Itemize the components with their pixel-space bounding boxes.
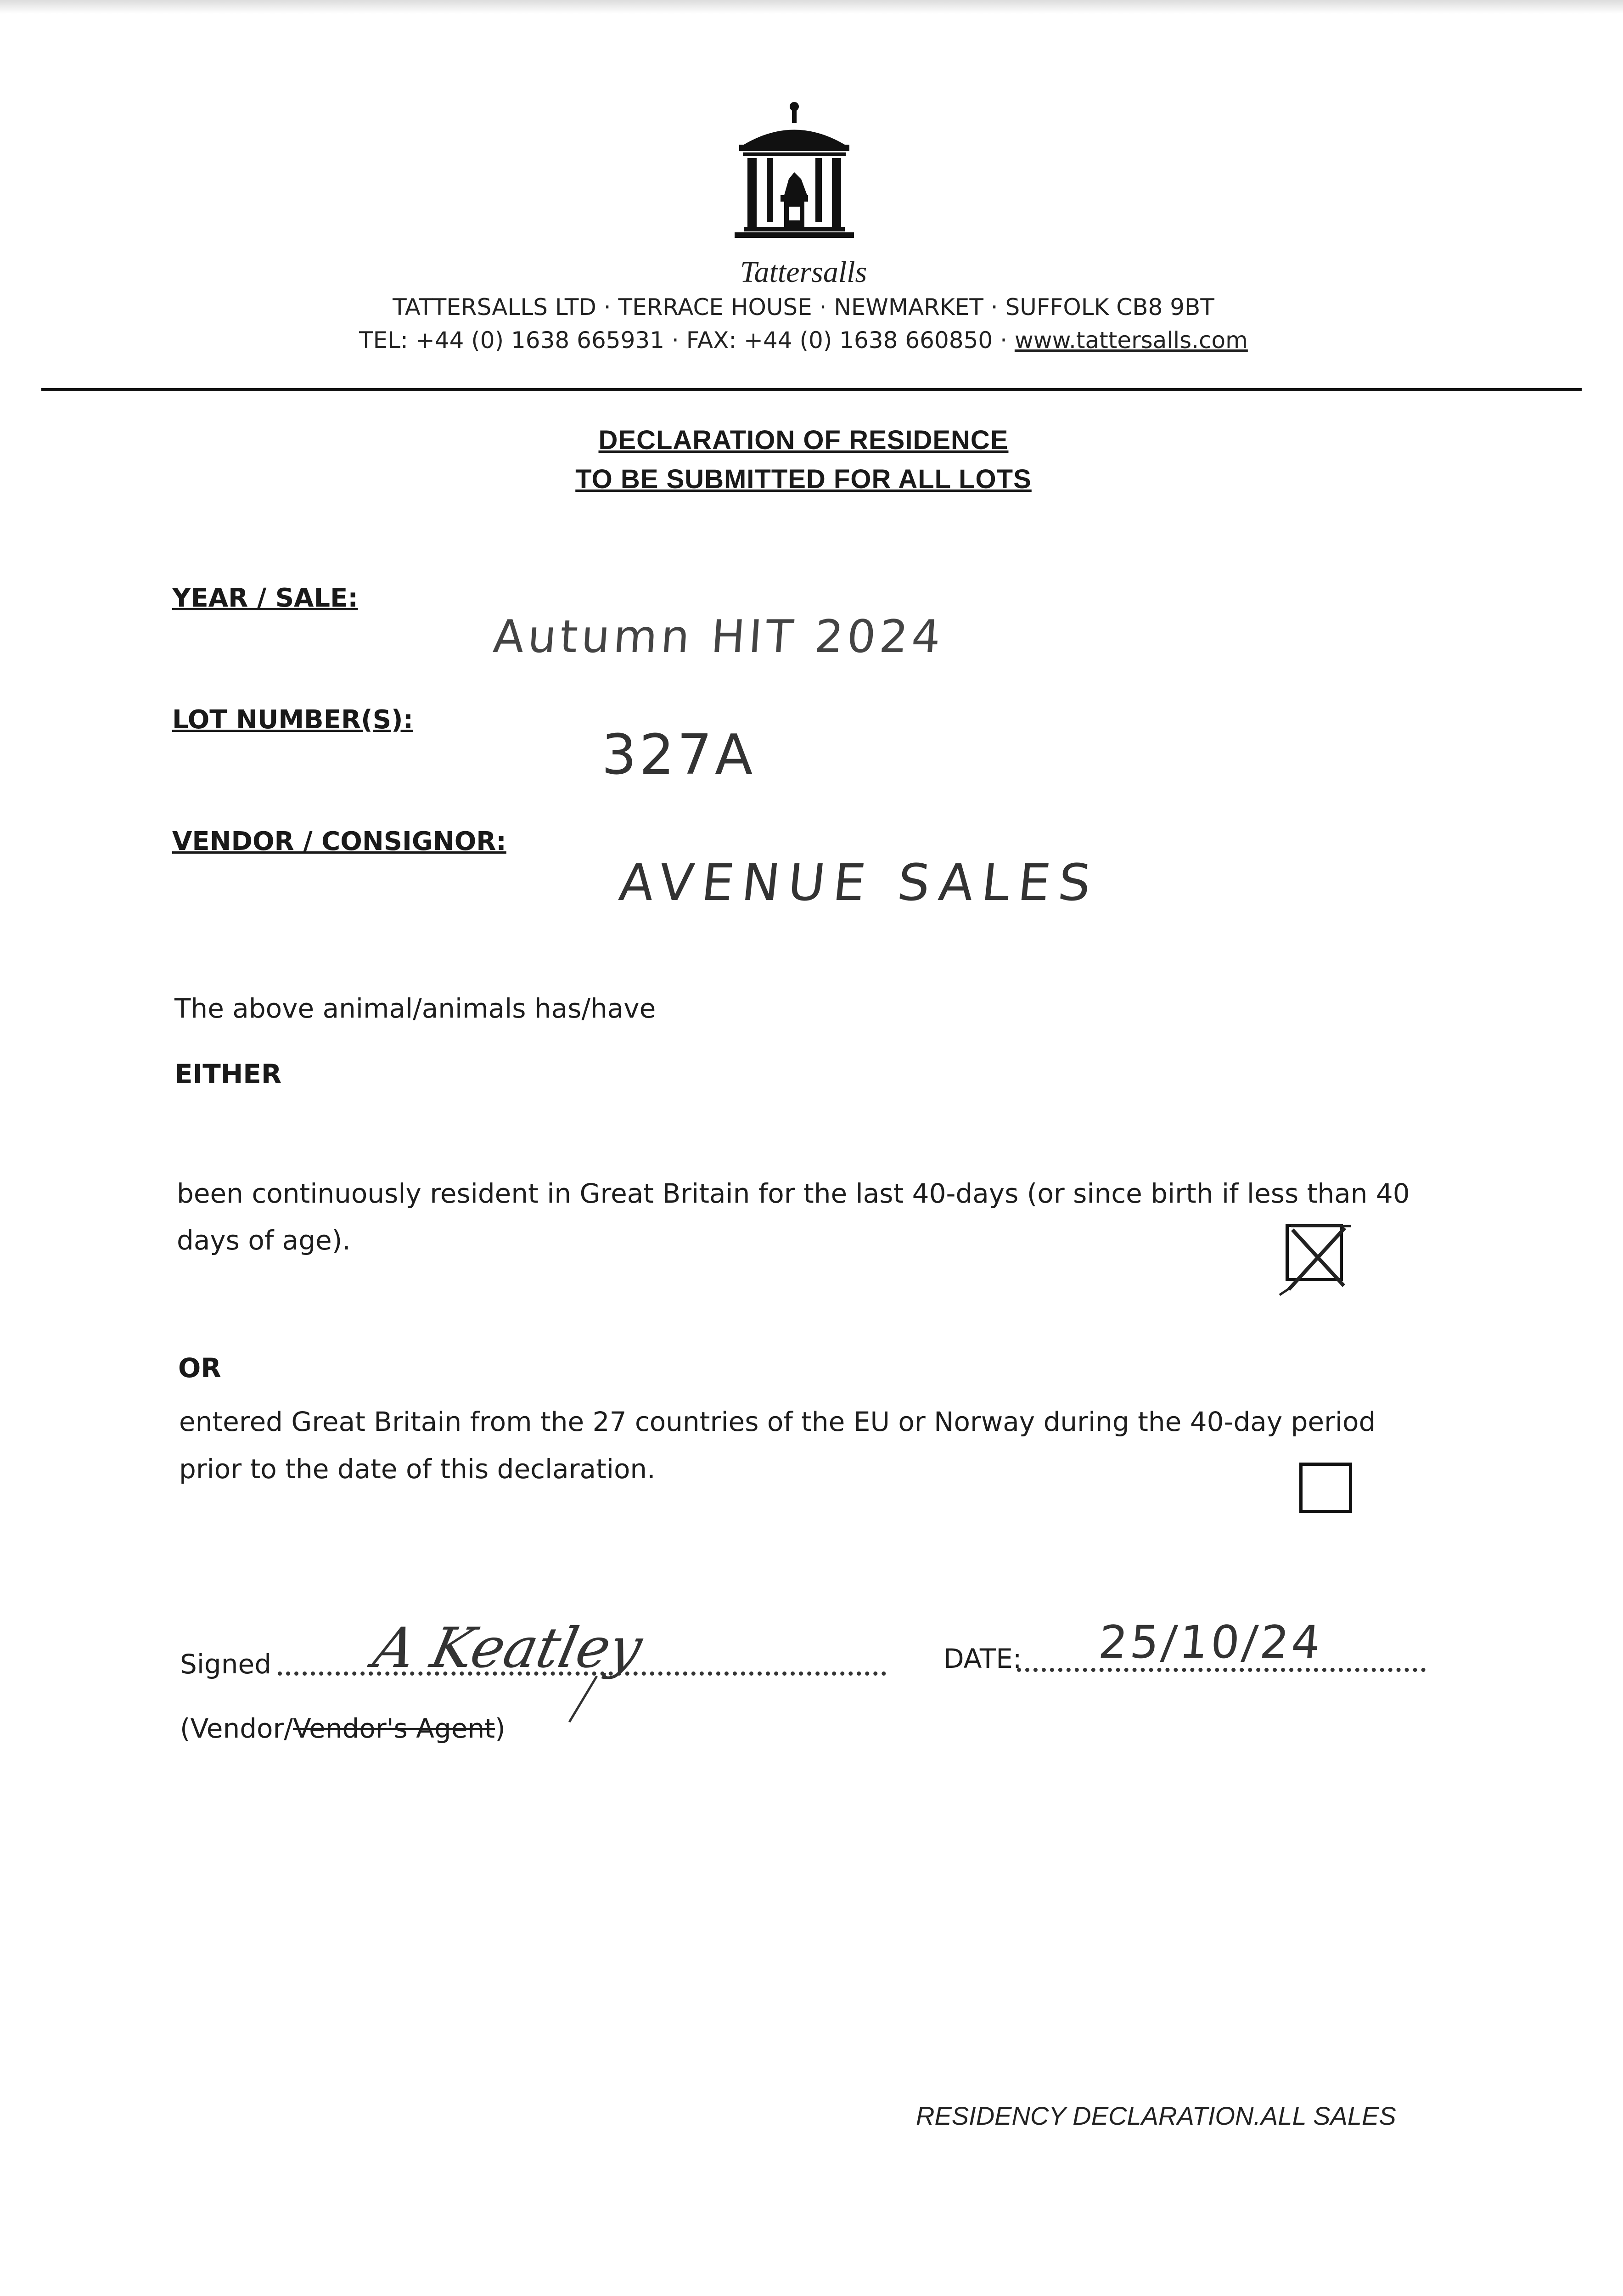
cross-mark-icon [1275, 1217, 1362, 1300]
scan-shadow [0, 0, 1623, 14]
lot-number-label: LOT NUMBER(S): [172, 705, 414, 735]
option2-checkbox[interactable] [1299, 1463, 1352, 1513]
option1-text-line2: days of age). [177, 1225, 351, 1256]
or-label: OR [178, 1352, 221, 1384]
role-suffix: ) [494, 1713, 505, 1744]
signed-label: Signed [180, 1649, 272, 1680]
contact-details: TEL: +44 (0) 1638 665931 · FAX: +44 (0) 1638 660850 · [359, 327, 1015, 354]
header-divider [41, 388, 1582, 391]
lot-number-value[interactable] [597, 716, 803, 790]
signature-text: A Keatley [368, 1615, 648, 1680]
year-sale-value[interactable] [487, 602, 1019, 670]
vendor-consignor-label: VENDOR / CONSIGNOR: [172, 827, 506, 856]
footer-reference: RESIDENCY DECLARATION.ALL SALES [916, 2101, 1396, 2130]
option2-text-line2: prior to the date of this declaration. [179, 1453, 656, 1485]
either-label: EITHER [174, 1058, 282, 1090]
year-sale-label: YEAR / SALE: [172, 583, 358, 613]
signer-role [180, 1713, 505, 1744]
website-link[interactable]: www.tattersalls.com [1014, 327, 1248, 354]
date-text: 25/10/24 [1096, 1616, 1325, 1669]
lot-number-text: 327A [601, 723, 756, 787]
date-label: DATE: [943, 1643, 1022, 1674]
vendor-consignor-value[interactable] [616, 836, 1102, 918]
option1-checkbox[interactable] [1286, 1224, 1343, 1281]
statement-intro: The above animal/animals has/have [174, 993, 656, 1024]
date-value[interactable] [1097, 1607, 1336, 1676]
year-sale-text: Autumn HIT 2024 [491, 611, 946, 663]
form-title: DECLARATION OF RESIDENCE [598, 425, 1009, 455]
form-subtitle: TO BE SUBMITTED FOR ALL LOTS [575, 464, 1032, 494]
address-line: TATTERSALLS LTD · TERRACE HOUSE · NEWMARKET · SUFFOLK CB8 9BT [393, 294, 1214, 321]
option2-text-line1: entered Great Britain from the 27 countries of the EU or Norway during the 40-day period [179, 1406, 1376, 1437]
brand-name: Tattersalls [740, 255, 867, 289]
vendor-consignor-text: AVENUE SALES [616, 854, 1102, 912]
role-prefix: (Vendor/ [180, 1713, 293, 1744]
contact-line [230, 327, 1377, 354]
rotunda-statue-logo-icon [725, 96, 863, 253]
role-struck: Vendor's Agent [292, 1713, 495, 1744]
option1-text-line1: been continuously resident in Great Britain for the last 40-days (or since birth if less than 40 [177, 1178, 1410, 1209]
